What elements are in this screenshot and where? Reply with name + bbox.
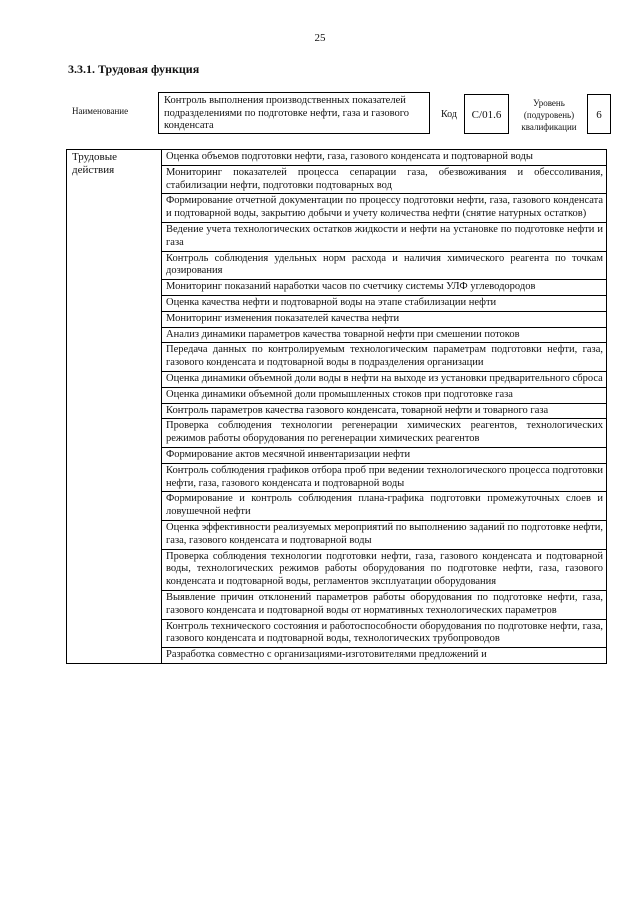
labor-action-item: Оценка эффективности реализуемых мероприятий по выполнению заданий по подготовке нефти, газа, газового конденсата и подтоварной воды — [162, 520, 607, 549]
qualification-level-label: Уровень (подуровень) квалификации — [521, 98, 577, 132]
name-label: Наименование — [72, 106, 129, 116]
labor-action-item: Оценка динамики объемной доли воды в нефти на выходе из установки предварительного сброса — [162, 371, 607, 387]
labor-action-item: Проверка соблюдения технологии подготовки нефти, газа, газового конденсата и подтоварной воды, технологических режимов работы оборудования по подготовке нефти, газа, газового конденсата и подтоварной воды, регламентов эксплуатации оборудования — [162, 549, 607, 590]
labor-actions-table — [66, 149, 607, 664]
section-title: 3.3.1. Трудовая функция — [68, 62, 200, 76]
labor-action-item: Анализ динамики параметров качества товарной нефти при смешении потоков — [162, 327, 607, 343]
qualification-level-value: 6 — [587, 94, 611, 134]
labor-action-item: Контроль соблюдения удельных норм расхода и наличия химического реагента по точкам дозирования — [162, 251, 607, 280]
labor-action-item: Выявление причин отклонений параметров работы оборудования по подготовке нефти, газа, газового конденсата и подтоварной воды от нормативных технологических параметров — [162, 590, 607, 619]
labor-action-item: Проверка соблюдения технологии регенерации химических реагентов, технологических режимов работы оборудования по регенерации химических реагентов — [162, 419, 607, 448]
labor-action-item: Оценка динамики объемной доли промышленных стоков при подготовке газа — [162, 387, 607, 403]
function-name-value: Контроль выполнения производственных показателей подразделениями по подготовке нефти, газа и газового конденсата — [158, 92, 430, 134]
code-value: C/01.6 — [464, 94, 509, 134]
page-number: 25 — [314, 32, 326, 44]
table-row — [67, 150, 607, 166]
labor-action-item: Передача данных по контролируемым технологическим параметрам подготовки нефти, газа, газового конденсата и подтоварной воды в подразделения организации — [162, 343, 607, 372]
labor-action-item: Формирование отчетной документации по процессу подготовки нефти, газа, газового конденсата и подтоварной воды, закрытию добычи и учету количества нефти (снятие натурных остатков) — [162, 194, 607, 223]
code-label: Код — [441, 109, 457, 120]
labor-action-item: Формирование и контроль соблюдения плана-графика подготовки промежуточных слоев и ловушечной нефти — [162, 492, 607, 521]
labor-action-item: Контроль технического состояния и работоспособности оборудования по подготовке нефти, газа, газового конденсата и подтоварной воды, технологических трубопроводов — [162, 619, 607, 648]
labor-action-item: Мониторинг показаний наработки часов по счетчику системы УЛФ углеводородов — [162, 280, 607, 296]
labor-action-item: Оценка объемов подготовки нефти, газа, газового конденсата и подтоварной воды — [162, 150, 607, 166]
labor-action-item: Разработка совместно с организациями-изготовителями предложений и — [162, 648, 607, 664]
labor-action-item: Оценка качества нефти и подтоварной воды на этапе стабилизации нефти — [162, 295, 607, 311]
labor-action-item: Мониторинг показателей процесса сепарации газа, обезвоживания и обессоливания, стабилизации нефти, подготовки подтоварных вод — [162, 165, 607, 194]
labor-action-item: Контроль параметров качества газового конденсата, товарной нефти и товарного газа — [162, 403, 607, 419]
labor-action-item: Формирование актов месячной инвентаризации нефти — [162, 447, 607, 463]
labor-action-item: Контроль соблюдения графиков отбора проб при ведении технологического процесса подготовки нефти, газа, газового конденсата и подтоварной воды — [162, 463, 607, 492]
labor-action-item: Ведение учета технологических остатков жидкости и нефти на установке по подготовке нефти и газа — [162, 222, 607, 251]
labor-action-item: Мониторинг изменения показателей качества нефти — [162, 311, 607, 327]
labor-actions-label: Трудовые действия — [67, 150, 162, 664]
